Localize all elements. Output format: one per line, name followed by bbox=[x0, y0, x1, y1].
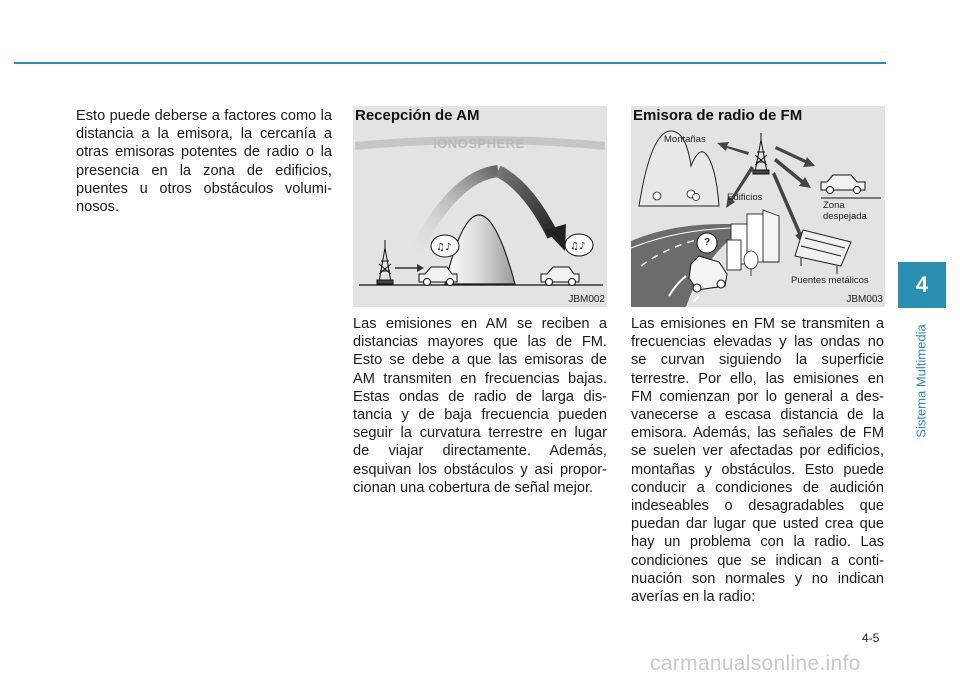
label-buildings: Edificios bbox=[727, 192, 763, 203]
signal-arrow-icon bbox=[395, 264, 424, 272]
radio-tower-icon bbox=[377, 240, 393, 284]
label-mountains: Montañas bbox=[664, 134, 706, 145]
chapter-number-tab: 4 bbox=[898, 262, 946, 308]
car-clear-zone-icon bbox=[821, 175, 865, 194]
label-clear-zone-line1: Zona bbox=[823, 200, 845, 211]
fm-station-figure bbox=[631, 106, 885, 307]
paragraph-am: Las emisiones en AM se reciben a distancias mayores que las de FM. Esto se debe a que las emisoras de AM transmiten en frecuencias bajas. Estas ondas de radio de larga dis-tancia y de baja frecuencia pueden seguir la curvatura terrestre en lugar de viajar directamente. Además, esquivan los obstáculos y asi propor-cionan una cobertura de señal mejor. bbox=[353, 316, 607, 496]
car-on-road-icon bbox=[689, 256, 727, 292]
fm-tower-icon bbox=[753, 133, 769, 174]
label-metal-bridges: Puentes metálicos bbox=[791, 275, 869, 286]
page-number: 4-5 bbox=[862, 631, 880, 645]
question-mark: ? bbox=[704, 237, 711, 248]
am-wave-down bbox=[498, 171, 553, 236]
paragraph-fm: Las emisiones en FM se transmiten a frecuencias elevadas y las ondas no se curvan siguiendo la superficie terrestre. Por ello, las emisiones en FM comienzan por lo general a des-vanecerse a escasa distancia de la emisora. Además, las señales de FM se suelen ver afectadas por edificios, montañas y obstáculos. Esto puede conducir a condiciones de audición indeseables o desagradables que puedan dar lugar que usted crea que hay un problema con la radio. Las condiciones que se indican a conti-nuación son normales y no indican averías en la radio: bbox=[631, 316, 884, 606]
chapter-title-vertical bbox=[906, 318, 936, 443]
car-right-icon bbox=[541, 267, 579, 286]
svg-text:♫♪: ♫♪ bbox=[570, 241, 586, 252]
am-reception-figure bbox=[353, 106, 607, 307]
metal-bridge-icon bbox=[795, 230, 851, 274]
am-figure-code: JBM002 bbox=[568, 294, 605, 305]
text-column-right bbox=[631, 315, 884, 606]
top-rule bbox=[14, 62, 886, 64]
text-column-middle bbox=[353, 315, 607, 497]
chapter-title-text: Sistema Multimedia bbox=[913, 323, 929, 438]
ionosphere-label: IONOSPHERE bbox=[433, 136, 525, 151]
fm-figure-title: Emisora de radio de FM bbox=[633, 107, 803, 124]
label-clear-zone bbox=[823, 200, 867, 222]
sound-bubble-right-icon bbox=[565, 234, 593, 256]
sound-bubble-left-icon bbox=[431, 235, 459, 257]
paragraph-causes: Esto puede deberse a factores como la distancia a la emisora, la cercanía a otras emisoras potentes de radio o la presencia en la zona de edificios, puentes u otros obstáculos volumi-nosos. bbox=[76, 108, 332, 216]
label-clear-zone-line2: despejada bbox=[823, 211, 867, 222]
text-column-left bbox=[76, 107, 332, 216]
watermark-text: carmanualsonline.info bbox=[650, 652, 861, 675]
am-figure-title: Recepción de AM bbox=[355, 107, 480, 124]
fm-figure-code: JBM003 bbox=[846, 294, 883, 305]
svg-text:♫♪: ♫♪ bbox=[436, 242, 452, 253]
tree-near-buildings-icon bbox=[744, 251, 758, 276]
